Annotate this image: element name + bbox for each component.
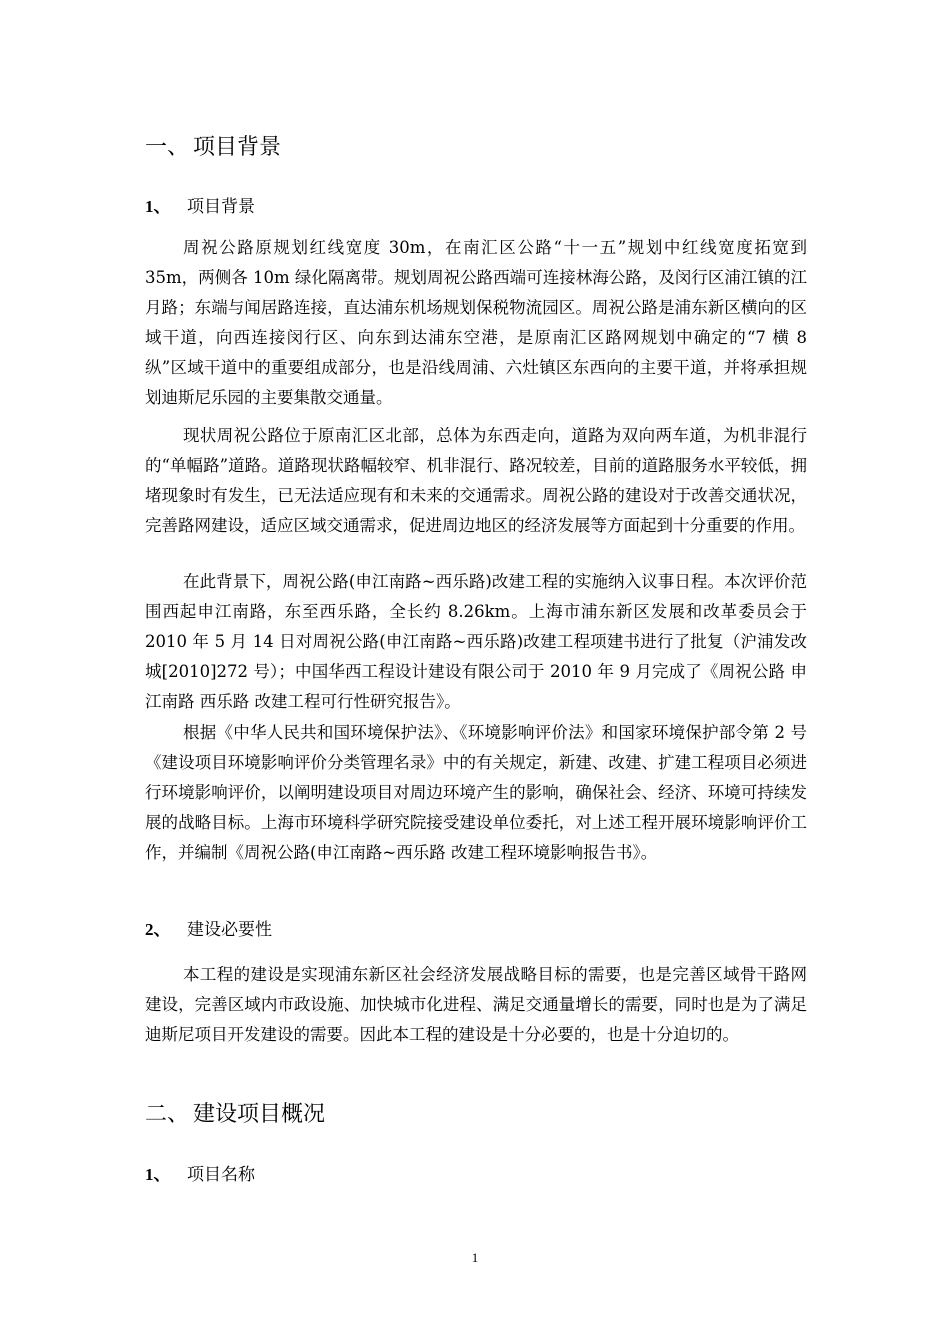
subsection-title: 建设必要性 <box>187 920 272 940</box>
section-title: 项目背景 <box>193 135 282 160</box>
subsection-number: 2、 <box>145 920 171 939</box>
paragraph-background-1: 周祝公路原规划红线宽度 30m，在南汇区公路“十一五”规划中红线宽度拓宽到 35m，两侧各 10m 绿化隔离带。规划周祝公路西端可连接林海公路，及闵行区浦江镇的江月路；东端与闻居路连接，直达浦东机场规划保税物流园区。周祝公路是浦东新区横向的区域干道，向西连接闵行区、向东到达浦东空港，是原南汇区路网规划中确定的“7 横 8 纵”区域干道中的重要组成部分，也是沿线周浦、六灶镇区东西向的主要干道，并将承担规划迪斯尼乐园的主要集散交通量。 <box>145 238 807 407</box>
page-number: 1 <box>471 1250 479 1265</box>
subsection-heading-2-1 <box>145 1163 255 1187</box>
section-heading-2 <box>145 1100 325 1130</box>
subsection-title: 项目名称 <box>187 1165 255 1185</box>
subsection-title: 项目背景 <box>187 197 255 217</box>
subsection-number: 1、 <box>145 1165 171 1184</box>
section-number: 一、 <box>145 135 190 160</box>
section-heading-1 <box>145 133 281 163</box>
subsection-heading-1-2 <box>145 918 272 942</box>
subsection-heading-1-1 <box>145 195 255 219</box>
section-title: 建设项目概况 <box>193 1102 326 1127</box>
subsection-number: 1、 <box>145 197 171 216</box>
paragraph-background-4: 根据《中华人民共和国环境保护法》、《环境影响评价法》和国家环境保护部令第 2 号《建设项目环境影响评价分类管理名录》中的有关规定，新建、改建、扩建工程项目必须进行环境影响评价，以阐明建设项目对周边环境产生的影响，确保社会、经济、环境可持续发展的战略目标。上海市环境科学研究院接受建设单位委托，对上述工程开展环境影响评价工作，并编制《周祝公路(申江南路~西乐路 改建工程环境影响报告书》。 <box>145 723 807 862</box>
paragraph-background-3: 在此背景下，周祝公路(申江南路~西乐路)改建工程的实施纳入议事日程。本次评价范围西起申江南路，东至西乐路，全长约 8.26km。上海市浦东新区发展和改革委员会于 2010 年 5 月 14 日对周祝公路(申江南路~西乐路)改建工程项建书进行了批复（沪浦发改城[2010]272 号）；中国华西工程设计建设有限公司于 2010 年 9 月完成了《周祝公路 申江南路 西乐路 改建工程可行性研究报告》。 <box>145 572 807 711</box>
paragraph-background-2: 现状周祝公路位于原南汇区北部，总体为东西走向，道路为双向两车道，为机非混行的“单幅路”道路。道路现状路幅较窄、机非混行、路况较差，目前的道路服务水平较低，拥堵现象时有发生，已无法适应现有和未来的交通需求。周祝公路的建设对于改善交通状况，完善路网建设，适应区域交通需求，促进周边地区的经济发展等方面起到十分重要的作用。 <box>145 426 807 535</box>
paragraph-necessity: 本工程的建设是实现浦东新区社会经济发展战略目标的需要，也是完善区域骨干路网建设，完善区域内市政设施、加快城市化进程、满足交通量增长的需要，同时也是为了满足迪斯尼项目开发建设的需要。因此本工程的建设是十分必要的，也是十分迫切的。 <box>145 965 807 1044</box>
section-number: 二、 <box>145 1102 190 1127</box>
